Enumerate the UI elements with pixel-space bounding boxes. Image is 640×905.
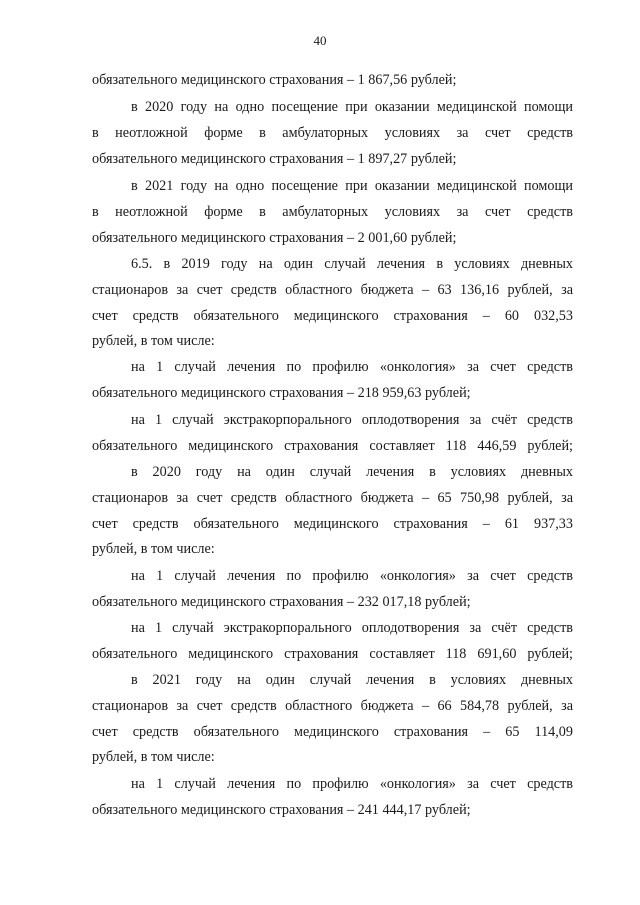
text-line: в неотложной форме в амбулаторных условиях за счет средств <box>92 125 573 141</box>
text-line: стационаров за счет средств областного бюджета – 66 584,78 рублей, за <box>92 698 573 714</box>
text-line: рублей, в том числе: <box>92 333 215 349</box>
text-line: в 2020 году на одно посещение при оказании медицинской помощи <box>131 99 573 115</box>
text-line: стационаров за счет средств областного бюджета – 63 136,16 рублей, за <box>92 282 573 298</box>
text-line: обязательного медицинского страхования – 2 001,60 рублей; <box>92 230 457 246</box>
text-line: на 1 случай экстракорпорального оплодотворения за счёт средств <box>131 620 573 636</box>
text-line: обязательного медицинского страхования – 1 867,56 рублей; <box>92 72 457 88</box>
text-line: обязательного медицинского страхования составляет 118 446,59 рублей; <box>92 438 573 454</box>
text-line: обязательного медицинского страхования составляет 118 691,60 рублей; <box>92 646 573 662</box>
text-line: обязательного медицинского страхования – 1 897,27 рублей; <box>92 151 457 167</box>
text-line: счет средств обязательного медицинского страхования – 65 114,09 <box>92 724 573 740</box>
text-line: на 1 случай лечения по профилю «онкология» за счет средств <box>131 776 573 792</box>
text-line: на 1 случай лечения по профилю «онкология» за счет средств <box>131 359 573 375</box>
text-line: 6.5. в 2019 году на один случай лечения в условиях дневных <box>131 256 573 272</box>
text-line: рублей, в том числе: <box>92 541 215 557</box>
text-line: обязательного медицинского страхования – 218 959,63 рублей; <box>92 385 471 401</box>
text-line: на 1 случай лечения по профилю «онкология» за счет средств <box>131 568 573 584</box>
text-line: счет средств обязательного медицинского страхования – 61 937,33 <box>92 516 573 532</box>
text-line: стационаров за счет средств областного бюджета – 65 750,98 рублей, за <box>92 490 573 506</box>
text-line: обязательного медицинского страхования – 241 444,17 рублей; <box>92 802 471 818</box>
text-line: в 2020 году на один случай лечения в условиях дневных <box>131 464 573 480</box>
text-line: обязательного медицинского страхования – 232 017,18 рублей; <box>92 594 471 610</box>
page-number: 40 <box>313 33 327 48</box>
text-line: на 1 случай экстракорпорального оплодотворения за счёт средств <box>131 412 573 428</box>
text-line: рублей, в том числе: <box>92 749 215 765</box>
text-line: в 2021 году на один случай лечения в условиях дневных <box>131 672 573 688</box>
text-line: в 2021 году на одно посещение при оказании медицинской помощи <box>131 178 573 194</box>
text-line: счет средств обязательного медицинского страхования – 60 032,53 <box>92 308 573 324</box>
text-line: в неотложной форме в амбулаторных условиях за счет средств <box>92 204 573 220</box>
